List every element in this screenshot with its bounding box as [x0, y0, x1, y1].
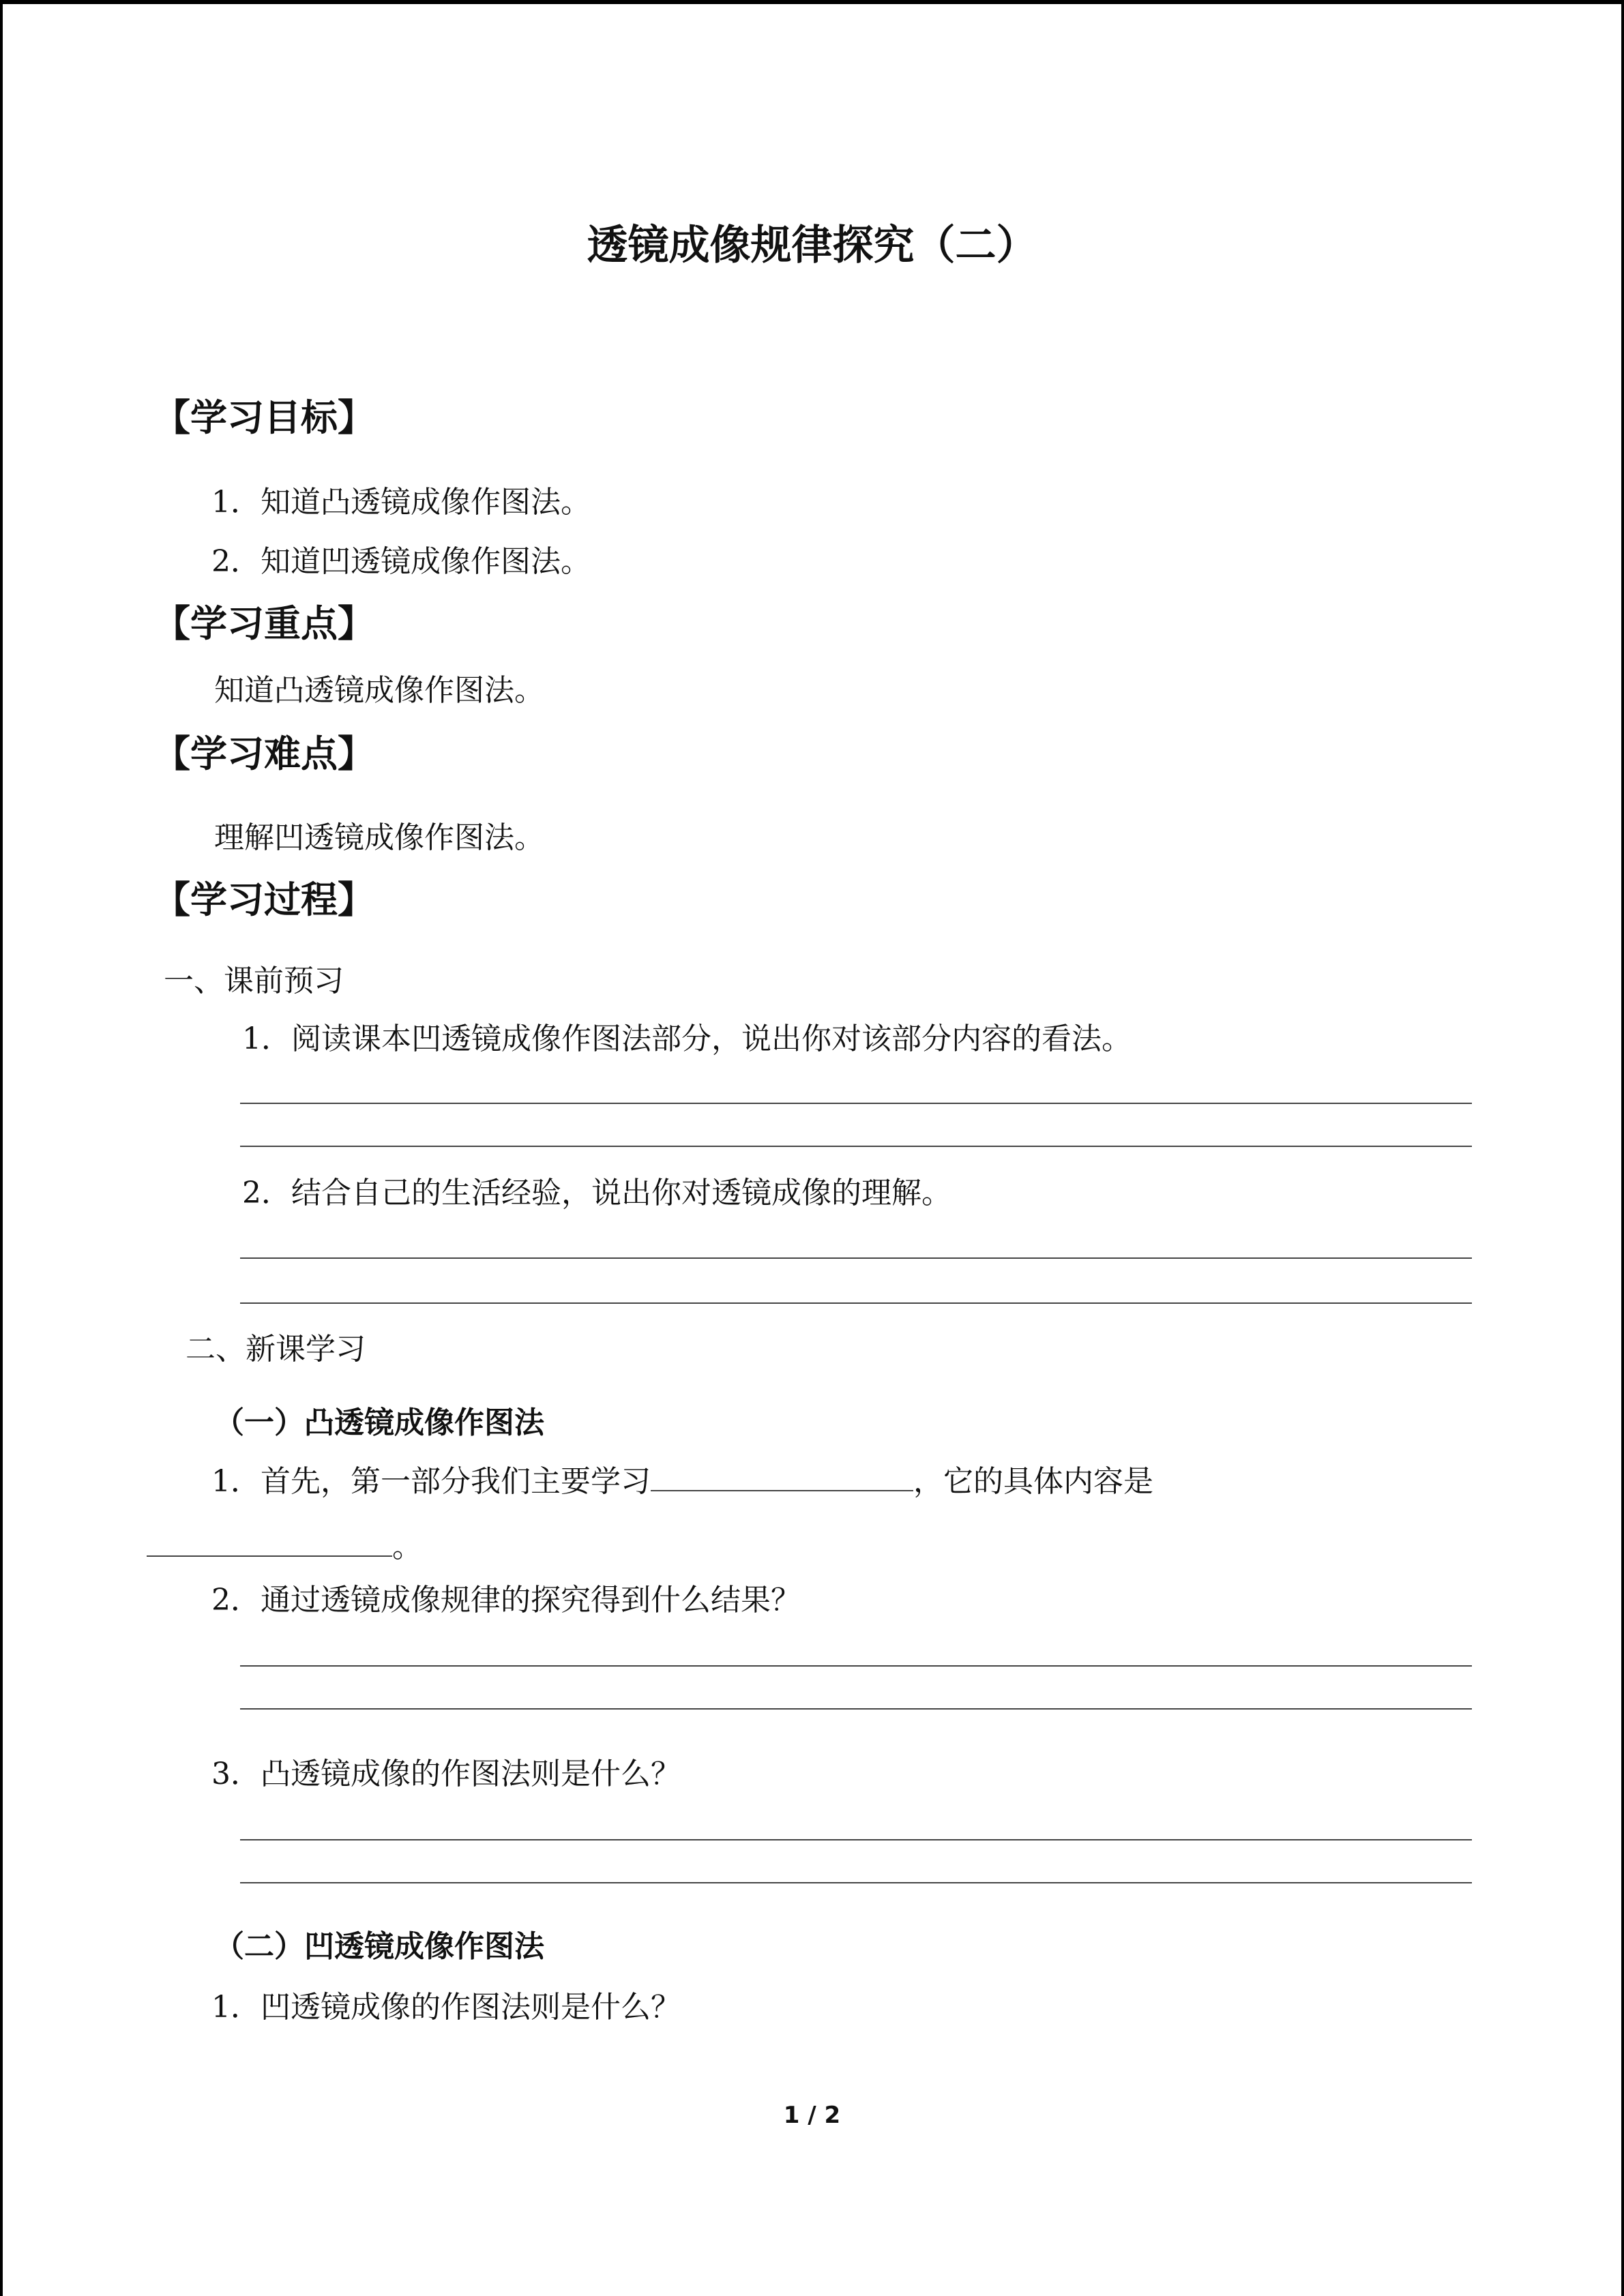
preview-heading: 一、课前预习: [164, 964, 344, 998]
page-title: 透镜成像规律探究（二）: [587, 222, 1037, 269]
answer-line[interactable]: [240, 1665, 1472, 1667]
answer-line[interactable]: [240, 1146, 1472, 1147]
objective-item-2: 2．知道凹透镜成像作图法。: [211, 544, 591, 579]
answer-line[interactable]: [240, 1882, 1472, 1883]
page-top-border: [0, 0, 1624, 4]
key-points-heading: 【学习重点】: [153, 602, 374, 645]
preview-question-1: 1．阅读课本凹透镜成像作图法部分，说出你对该部分内容的看法。: [242, 1022, 1132, 1056]
preview-question-2: 2．结合自己的生活经验，说出你对透镜成像的理解。: [242, 1176, 951, 1210]
part2-question-1: 1．凹透镜成像的作图法则是什么？: [211, 1990, 681, 2025]
part1-heading: （一）凸透镜成像作图法: [214, 1405, 544, 1440]
part2-heading: （二）凹透镜成像作图法: [214, 1929, 544, 1964]
part1-question-1-text-b: ，它的具体内容是: [913, 1464, 1153, 1499]
page-left-border: [0, 0, 3, 2296]
part1-question-3: 3．凸透镜成像的作图法则是什么？: [211, 1757, 681, 1791]
part1-question-1: [211, 1457, 1153, 1500]
part1-question-1-end: 。: [392, 1530, 422, 1564]
key-points-text: 知道凸透镜成像作图法。: [214, 673, 544, 708]
fill-blank[interactable]: [147, 1555, 392, 1557]
answer-line[interactable]: [240, 1103, 1472, 1104]
fill-blank[interactable]: [651, 1489, 913, 1491]
process-heading: 【学习过程】: [153, 878, 374, 921]
difficulties-text: 理解凹透镜成像作图法。: [214, 820, 544, 855]
new-lesson-heading: 二、新课学习: [186, 1332, 366, 1367]
part1-question-1-text-a: 1．首先，第一部分我们主要学习: [211, 1464, 651, 1499]
answer-line[interactable]: [240, 1708, 1472, 1710]
answer-line[interactable]: [240, 1257, 1472, 1259]
part1-question-2: 2．通过透镜成像规律的探究得到什么结果？: [211, 1583, 801, 1617]
part1-question-1-continuation: [147, 1522, 422, 1566]
objectives-heading: 【学习目标】: [153, 396, 374, 439]
answer-line[interactable]: [240, 1302, 1472, 1304]
difficulties-heading: 【学习难点】: [153, 732, 374, 775]
page-right-border: [1621, 0, 1624, 2296]
answer-line[interactable]: [240, 1839, 1472, 1840]
objective-item-1: 1．知道凸透镜成像作图法。: [211, 485, 591, 520]
page-number: 1 / 2: [783, 2102, 841, 2129]
